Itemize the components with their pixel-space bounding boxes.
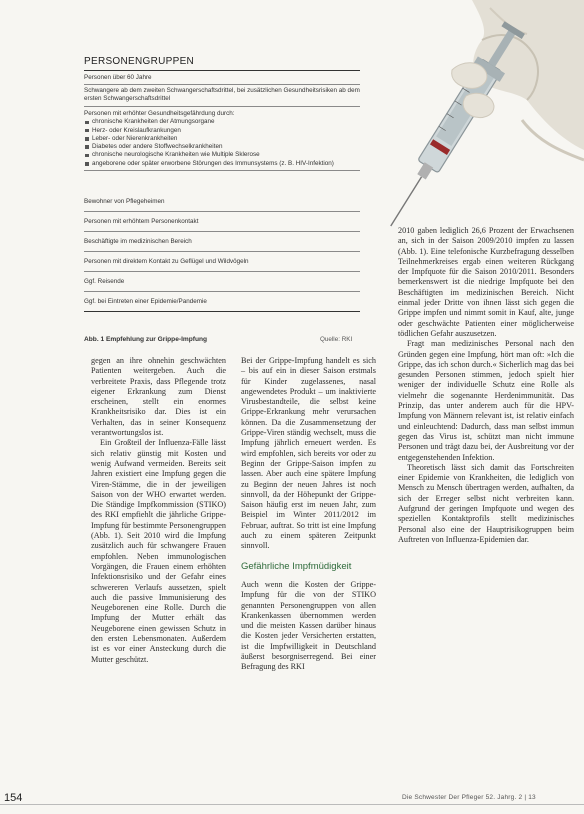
list-item: chronische neurologische Krankheiten wie Multiple Sklerose	[84, 151, 360, 159]
text-column-right	[398, 226, 574, 545]
paragraph: 2010 gaben lediglich 26,6 Prozent der Erwachsenen an, sich in der Saison 2009/2010 impfen zu lassen (Abb. 1). Eine telefonische Kurzbefragung desselben Teilnehmerkreises ergab einen weiteren Rückgang der Impfquote für die Saison 2010/2011. Besonders bemerkenswert ist die niedrige Impfquote bei den Beschäftigten im medizinischen Bereich. Nicht einmal jeder Dritte von ihnen lässt sich gegen die Grippe impfen und nimmt somit in Kauf, alte, junge oder geschwächte Patienten einer möglicherweise tödlichen Gefahr auszusetzen.	[398, 226, 574, 338]
list-item: Leber- oder Nierenkrankheiten	[84, 135, 360, 143]
syringe-hand-image	[362, 0, 584, 240]
paragraph: Ein Großteil der Influenza-Fälle lässt sich relativ günstig mit Kosten und wenig Aufwand vermeiden. Bereits seit Jahren existiert eine Impfung gegen die Viren-Stämme, die in der jeweiligen Saison von der WHO erwartet werden. Die Ständige Impfkommission (STIKO) des RKI empfiehlt die jährliche Grippe-Impfung für bestimmte Personengruppen (Abb. 1). Seit 2010 wird die Impfung zusätzlich auch für schwangere Frauen empfohlen. Neben immunologischen Vorgängen, die Frauen einem erhöhten Infektionsrisiko und der Gefahr eines schwereren Verlaufs aussetzen, spielt auch die passive Immunisierung des Neugeborenen eine Rolle. Durch die Impfung der Mutter erhält das Neugeborene einen gewissen Schutz in den ersten Lebensmonaten. Außerdem ist es vor einer Ansteckung durch die Mutter geschützt.	[91, 438, 226, 664]
figure-row: Ggf. Reisende	[84, 278, 360, 292]
page-number: 154	[4, 792, 23, 804]
figure-title: PERSONENGRUPPEN	[84, 56, 360, 71]
risk-list	[84, 118, 360, 168]
figure-row-list	[84, 110, 360, 171]
footer-rule	[0, 804, 584, 805]
figure-row-heading: Personen mit erhöhter Gesundheitsgefährdung durch:	[84, 110, 235, 117]
figure-row: Beschäftigte im medizinischen Bereich	[84, 238, 360, 252]
list-item: Herz- oder Kreislaufkrankungen	[84, 127, 360, 135]
figure-row: Schwangere ab dem zweiten Schwangerschaftsdrittel, bei zusätzlichen Gesundheitsrisiken ab dem ersten Schwangerschaftsdrittel	[84, 87, 360, 107]
figure-row: Ggf. bei Eintreten einer Epidemie/Pandemie	[84, 298, 360, 312]
text-column-left	[91, 356, 226, 665]
paragraph: Auch wenn die Kosten der Grippe-Impfung für die von der STIKO genannten Personengruppen von allen Krankenkassen übernommen werden und die meisten Kassen darüber hinaus die Kosten jeder Versicherten erstatten, ist die Impfwilligkeit in Deutschland äußerst besorgniserregend. Bei einer Befragung des RKI	[241, 579, 376, 672]
paragraph: Theoretisch lässt sich damit das Fortschreiten einer Epidemie von Krankheiten, die lediglich von Mensch zu Mensch übertragen werden, aufhalten, da sich der Erreger selbst nicht verbreiten kann. Aufgrund der geringen Impfquote und wegen des speziellen Kontaktprofils stellt medizinisches Personal also eine der Hauptrisikogruppen beim Auftreten von Influenza-Epidemien dar.	[398, 462, 574, 544]
journal-footer: Die Schwester Der Pfleger 52. Jahrg. 2 | 13	[402, 794, 536, 801]
paragraph: Bei der Grippe-Impfung handelt es sich – bis auf ein in dieser Saison erstmals für Kinder zugelassenes, nasal angewendetes Produkt – um inaktivierte Virusbestandteile, die selbst keine Grippe-Erkrankung mehr verursachen können. Da die Zusammensetzung der Grippe-Viren ständig wechselt, muss die Impfung jährlich erneuert werden. Es wird empfohlen, sich bereits vor oder zu Beginn der Grippe-Saison impfen zu lassen. Aber auch eine spätere Impfung zu Beginn der neuen Jahres ist noch sinnvoll, da der Höhepunkt der Grippe-Saison häufig erst im neuen Jahr, zum Beispiel im Winter 2011/2012 im Februar, auftrat. So tritt ist eine Impfung auch zu einem späteren Zeitpunkt sinnvoll.	[241, 356, 376, 551]
figure-row: Personen mit direktem Kontakt zu Geflügel und Wildvögeln	[84, 258, 360, 272]
list-item: angeborene oder später erworbene Störungen des Immunsystems (z. B. HIV-Infektion)	[84, 160, 360, 168]
figure-source: Quelle: RKI	[320, 336, 353, 343]
syringe-photo	[362, 0, 584, 240]
list-item: Diabetes oder andere Stoffwechselkrankheiten	[84, 143, 360, 151]
paragraph: gegen an ihre ohnehin geschwächten Patienten weitergeben. Auch die verbreitete Praxis, dass Pflegende trotz eigener Erkrankung zum Dienst erscheinen, stellt ein enormes Krankheitsrisiko dar. Dies ist ein Verhalten, das in seiner Konsequenz verantwortungslos ist.	[91, 356, 226, 438]
list-item: chronische Krankheiten der Atmungsorgane	[84, 118, 360, 126]
text-column-middle	[241, 356, 376, 673]
figure-row: Personen über 60 Jahre	[84, 74, 360, 85]
figure-row: Personen mit erhöhtem Personenkontakt	[84, 218, 360, 232]
section-heading: Gefährliche Impfmüdigkeit	[241, 560, 352, 572]
figure-box	[74, 52, 360, 324]
paragraph: Fragt man medizinisches Personal nach den Gründen gegen eine Impfung, hört man oft: »Ich die Grippe, das ich schon durch.« Sicherlich mag das bei gesunden Personen stimmen, jedoch spielt hier weniger der individuelle Schutz eine Rolle als vielmehr die sogenannte Herdenimmunität. Das Prinzip, das unter anderem auch für die HPV-Impfung von Männern relevant ist, ist relativ einfach und einleuchtend: Dadurch, dass man selbst immun gegen das Virus ist, schützt man nicht immune Personen und trägt dazu bei, der Ausbreitung vor der entgegenstehenden Infektion.	[398, 339, 574, 462]
figure-row: Bewohner von Pflegeheimen	[84, 198, 360, 212]
figure-caption: Abb. 1 Empfehlung zur Grippe-Impfung	[84, 336, 208, 343]
